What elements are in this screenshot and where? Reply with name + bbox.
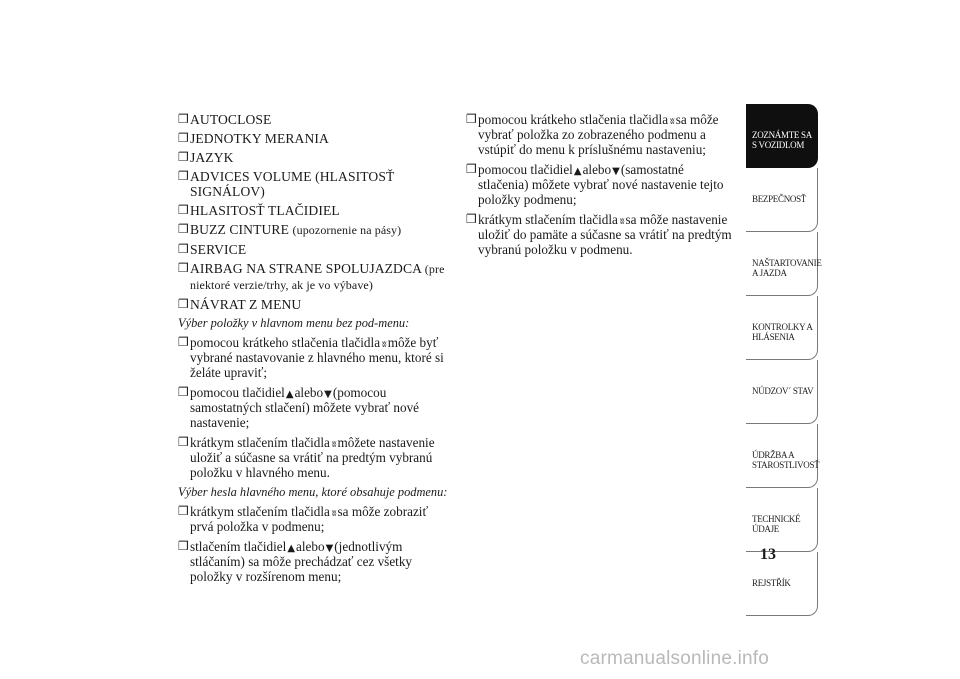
menu-item-language: ❒ JAZYK	[178, 150, 234, 165]
instruction-item: ❒ krátkym stlačením tlačidla ʬ sa môže nastavenie uložiť do pamäte a súčasne sa vrátiť na predtým vybranú položku v podmenu.	[466, 212, 732, 257]
down-button-icon: ▼	[324, 389, 332, 400]
tab-starting-and-driving[interactable]: NAŠTARTOVANIE A JAZDA	[746, 232, 818, 296]
checkbox-bullet-icon: ❒	[178, 242, 189, 256]
checkbox-bullet-icon: ❒	[178, 131, 189, 145]
tab-index[interactable]: REJSTŘÍK	[746, 552, 818, 616]
menu-item-airbag: ❒ AIRBAG NA STRANE SPOLUJAZDCA (pre niektoré verzie/trhy, ak je vo výbave)	[178, 261, 445, 292]
down-button-icon: ▼	[612, 166, 620, 177]
up-button-icon: ▲	[287, 543, 296, 554]
chapter-tabs	[746, 104, 822, 616]
checkbox-bullet-icon: ❒	[178, 150, 189, 164]
checkbox-bullet-icon: ❒	[466, 212, 477, 226]
instruction-item: ❒ pomocou tlačidiel▲alebo▼(samostatné stlačenia) môžete vybrať nové nastavenie tejto položky podmenu;	[466, 162, 724, 207]
tab-safety[interactable]: BEZPEČNOSŤ	[746, 168, 818, 232]
checkbox-bullet-icon: ❒	[466, 112, 477, 126]
checkbox-bullet-icon: ❒	[178, 504, 189, 518]
menu-item-units: ❒ JEDNOTKY MERANIA	[178, 131, 329, 146]
menu-button-icon: ʬ	[619, 217, 624, 227]
menu-item-autoclose: ❒ AUTOCLOSE	[178, 112, 272, 127]
instruction-item: ❒ pomocou krátkeho stlačenia tlačidla ʬ sa môže vybrať položka zo zobrazeného podmenu a vstúpiť do menu k príslušnému nastaveniu;	[466, 112, 719, 157]
left-column	[178, 112, 450, 589]
menu-button-icon: ʬ	[382, 340, 386, 350]
checkbox-bullet-icon: ❒	[178, 385, 189, 399]
right-column	[466, 112, 734, 262]
instruction-item: ❒ krátkym stlačením tlačidla ʬ sa môže zobraziť prvá položka v podmenu;	[178, 504, 429, 534]
menu-item-button-volume: ❒ HLASITOSŤ TLAČIDIEL	[178, 203, 340, 218]
menu-item-buzz-cinture: ❒ BUZZ CINTURE (upozornenie na pásy)	[178, 222, 402, 237]
menu-item-advices-volume: ❒ ADVICES VOLUME (HLASITOSŤ SIGNÁLOV)	[178, 169, 395, 199]
checkbox-bullet-icon: ❒	[178, 203, 189, 217]
tab-maintenance[interactable]: ÚDRŽBA A STAROSTLIVOSŤ	[746, 424, 818, 488]
down-button-icon: ▼	[325, 543, 334, 554]
tab-emergency[interactable]: NÚDZOV´ STAV	[746, 360, 818, 424]
checkbox-bullet-icon: ❒	[466, 162, 477, 176]
watermark: carmanualsonline.info	[580, 648, 770, 669]
section-heading-with-submenu: Výber hesla hlavného menu, ktoré obsahuje podmenu:	[178, 485, 448, 499]
checkbox-bullet-icon: ❒	[178, 261, 189, 275]
instruction-item: ❒ krátkym stlačením tlačidla ʬ môžete nastavenie uložiť a súčasne sa vrátiť na predtým vybranú položku v hlavného menu.	[178, 435, 435, 480]
instruction-item: ❒ pomocou tlačidiel▲alebo▼(pomocou samostatných stlačení) môžete vybrať nové nastavenie;	[178, 385, 420, 430]
checkbox-bullet-icon: ❒	[178, 297, 189, 311]
tab-getting-to-know-vehicle[interactable]: ZOZNÁMTE SA S VOZIDLOM	[746, 104, 818, 168]
instruction-item: ❒ pomocou krátkeho stlačenia tlačidla ʬ môže byť vybrané nastavovanie z hlavného menu, ktoré si želáte upraviť;	[178, 335, 444, 380]
checkbox-bullet-icon: ❒	[178, 222, 189, 236]
checkbox-bullet-icon: ❒	[178, 169, 189, 183]
menu-button-icon: ʬ	[331, 509, 336, 519]
page-number: 13	[760, 546, 776, 563]
menu-item-exit: ❒ NÁVRAT Z MENU	[178, 297, 302, 312]
checkbox-bullet-icon: ❒	[178, 335, 189, 349]
tab-warning-lights[interactable]: KONTROLKY A HLÁSENIA	[746, 296, 818, 360]
checkbox-bullet-icon: ❒	[178, 112, 189, 126]
up-button-icon: ▲	[573, 166, 582, 177]
menu-item-service: ❒ SERVICE	[178, 242, 247, 257]
up-button-icon: ▲	[285, 389, 294, 400]
section-heading-no-submenu: Výber položky v hlavnom menu bez pod-menu:	[178, 316, 410, 330]
checkbox-bullet-icon: ❒	[178, 539, 189, 553]
instruction-item: ❒ stlačením tlačidiel▲alebo▼(jednotlivým stláčaním) sa môže prechádzať cez všetky položky v rozšírenom menu;	[178, 539, 413, 584]
menu-button-icon: ʬ	[331, 440, 336, 450]
menu-button-icon: ʬ	[670, 117, 674, 127]
tab-technical-data[interactable]: TECHNICKÉ ÚDAJE	[746, 488, 818, 552]
checkbox-bullet-icon: ❒	[178, 435, 189, 449]
